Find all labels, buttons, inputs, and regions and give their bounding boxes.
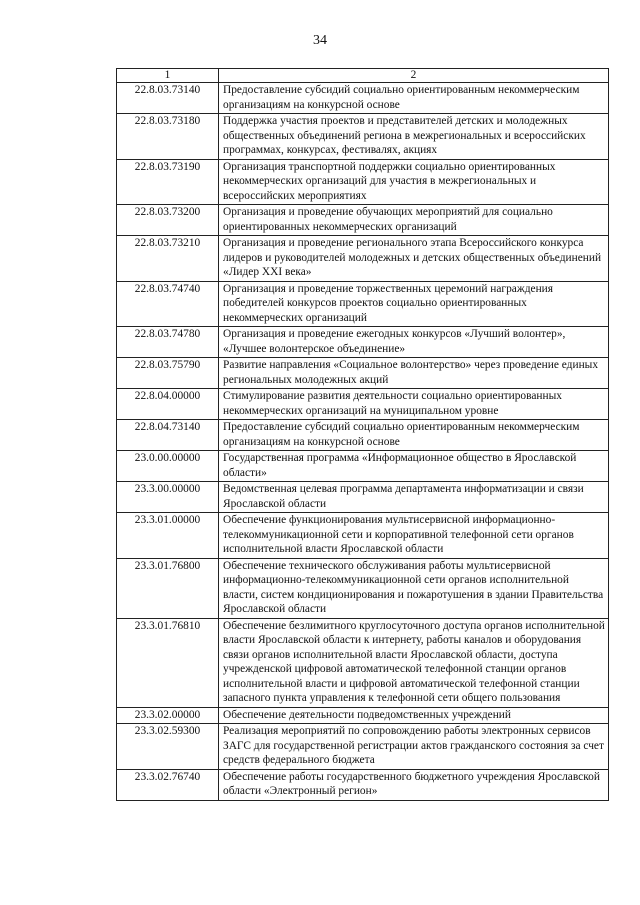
row-description: Предоставление субсидий социально ориентированным некоммерческим организациям на конкурсной основе [219,420,609,451]
row-description: Обеспечение технического обслуживания работы мультисервисной информационно-телекоммуникационной сети органов исполнительной власти, систем кондиционирования и пожаротушения в здании Правительства Ярославской области [219,558,609,618]
page-number: 34 [313,33,327,48]
row-description: Организация и проведение ежегодных конкурсов «Лучший волонтер», «Лучшее волонтерское объединение» [219,327,609,358]
column-header-2: 2 [219,69,609,83]
row-code: 22.8.03.73180 [117,114,219,160]
row-description: Организация транспортной поддержки социально ориентированных некоммерческих организаций для участия в межрегиональных и всероссийских мероприятиях [219,159,609,205]
table-row [117,358,609,389]
row-description: Обеспечение безлимитного круглосуточного доступа органов исполнительной власти Ярославской области к интернету, работы каналов и оборудования связи органов исполнительной власти Ярославской области, доступа учрежденской цифровой автоматической телефонной станции органов исполнительной власти и цифровой автоматической телефонной станции запасного пункта управления к телефонной сети общего пользования [219,618,609,707]
row-code: 22.8.03.73190 [117,159,219,205]
row-code: 22.8.04.00000 [117,389,219,420]
table-row [117,420,609,451]
table-header [117,69,609,83]
row-code: 23.3.02.59300 [117,724,219,770]
table-row [117,327,609,358]
row-description: Организация и проведение регионального этапа Всероссийского конкурса лидеров и руководителей молодежных и детских общественных объединений «Лидер XXI века» [219,236,609,282]
table-row [117,482,609,513]
row-code: 23.3.02.76740 [117,769,219,800]
table-row [117,769,609,800]
table-row [117,389,609,420]
table-row [117,281,609,327]
row-code: 22.8.03.74740 [117,281,219,327]
row-description: Реализация мероприятий по сопровождению работы электронных сервисов ЗАГС для государственной регистрации актов гражданского состояния за счет средств федерального бюджета [219,724,609,770]
row-code: 22.8.03.73140 [117,83,219,114]
row-description: Государственная программа «Информационное общество в Ярославской области» [219,451,609,482]
budget-code-table [116,68,609,801]
row-code: 23.3.01.76800 [117,558,219,618]
table-body [117,83,609,801]
row-code: 22.8.03.74780 [117,327,219,358]
row-description: Организация и проведение обучающих мероприятий для социально ориентированных некоммерческих организаций [219,205,609,236]
column-header-1: 1 [117,69,219,83]
row-description: Обеспечение функционирования мультисервисной информационно-телекоммуникационной сети и корпоративной телефонной сети органов исполнительной власти Ярославской области [219,513,609,559]
row-description: Обеспечение деятельности подведомственных учреждений [219,707,609,724]
table-row [117,451,609,482]
row-code: 23.0.00.00000 [117,451,219,482]
row-description: Организация и проведение торжественных церемоний награждения победителей конкурсов проектов социально ориентированных некоммерческих организаций [219,281,609,327]
row-description: Обеспечение работы государственного бюджетного учреждения Ярославской области «Электронный регион» [219,769,609,800]
row-code: 22.8.03.75790 [117,358,219,389]
row-description: Ведомственная целевая программа департамента информатизации и связи Ярославской области [219,482,609,513]
table-row [117,205,609,236]
row-code: 22.8.03.73200 [117,205,219,236]
table-row [117,707,609,724]
table-row [117,114,609,160]
row-code: 22.8.03.73210 [117,236,219,282]
table-row [117,724,609,770]
row-description: Стимулирование развития деятельности социально ориентированных некоммерческих организаций на муниципальном уровне [219,389,609,420]
row-code: 23.3.02.00000 [117,707,219,724]
row-code: 22.8.04.73140 [117,420,219,451]
row-description: Предоставление субсидий социально ориентированным некоммерческим организациям на конкурсной основе [219,83,609,114]
table-row [117,236,609,282]
table-row [117,558,609,618]
table-header-row [117,69,609,83]
row-code: 23.3.01.00000 [117,513,219,559]
table-row [117,513,609,559]
row-description: Развитие направления «Социальное волонтерство» через проведение единых региональных молодежных акций [219,358,609,389]
row-description: Поддержка участия проектов и представителей детских и молодежных общественных объединений региона в межрегиональных и всероссийских программах, конкурсах, фестивалях, акциях [219,114,609,160]
table-row [117,83,609,114]
table-row [117,159,609,205]
row-code: 23.3.00.00000 [117,482,219,513]
table-row [117,618,609,707]
row-code: 23.3.01.76810 [117,618,219,707]
